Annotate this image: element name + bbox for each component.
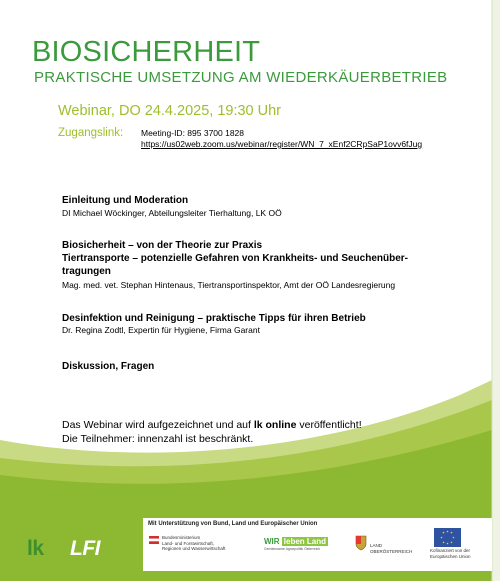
eu-cofinance-text: Kofinanziert von der Europäischen Union <box>430 548 471 559</box>
eu-flag-icon <box>434 528 461 547</box>
upper-austria-logo: LAND OBERÖSTERREICH <box>370 543 413 554</box>
webinar-date: Webinar, DO 24.4.2025, 19:30 Uhr <box>58 103 282 119</box>
program-item-2-speaker: Mag. med. vet. Stephan Hintenaus, Tiertransportinspektor, Amt der OÖ Landesregierung <box>62 280 396 290</box>
page-subtitle: PRAKTISCHE UMSETZUNG AM WIEDERKÄUERBETRIEB <box>34 69 448 86</box>
webinar-register-link[interactable]: https://us02web.zoom.us/webinar/register/WN_7_xEnf2CRpSaP1ovv6fJug <box>141 139 423 149</box>
access-label: Zugangslink: <box>58 127 124 139</box>
program-item-2-title2: Tiertransporte – potenzielle Gefahren von Krankheits- und Seuchenüber- <box>62 253 408 264</box>
participant-notice: Die Teilnehmer: innenzahl ist beschränkt. <box>62 433 254 445</box>
wir-leben-land-subtitle: Gemeinsame Agrarpolitik Österreich <box>264 547 321 551</box>
recording-notice: Das Webinar wird aufgezeichnet und auf lk online veröffentlicht! <box>62 419 362 431</box>
meeting-id: Meeting-ID: 895 3700 1828 <box>141 128 245 138</box>
wir-leben-land-logo: WIR leben Land <box>264 537 327 546</box>
lk-logo: lk <box>27 537 44 560</box>
program-item-2-title3: tragungen <box>62 266 111 277</box>
program-item-3-title: Desinfektion und Reinigung – praktische Tipps für ihren Betrieb <box>62 313 366 324</box>
program-item-1-title: Einleitung und Moderation <box>62 195 189 206</box>
program-item-3-speaker: Dr. Regina Zodtl, Expertin für Hygiene, Firma Garant <box>62 325 260 335</box>
program-item-1-speaker: DI Michael Wöckinger, Abteilungsleiter Tierhaltung, LK OÖ <box>62 208 282 218</box>
lfi-logo: LFI <box>70 537 100 560</box>
program-item-2-title: Biosicherheit – von der Theorie zur Praxis <box>62 240 263 251</box>
lk-online-text: lk online <box>253 419 297 431</box>
program-item-4-title: Diskussion, Fragen <box>62 361 155 372</box>
ministry-logo: Bundesministerium Land- und Forstwirtschaft, Regionen und Wasserwirtschaft <box>162 535 225 552</box>
upper-austria-crest-icon <box>355 535 367 551</box>
page-title: BIOSICHERHEIT <box>32 36 261 68</box>
austria-flag-icon <box>149 536 159 544</box>
support-text: Mit Unterstützung von Bund, Land und Europäischer Union <box>148 521 318 527</box>
